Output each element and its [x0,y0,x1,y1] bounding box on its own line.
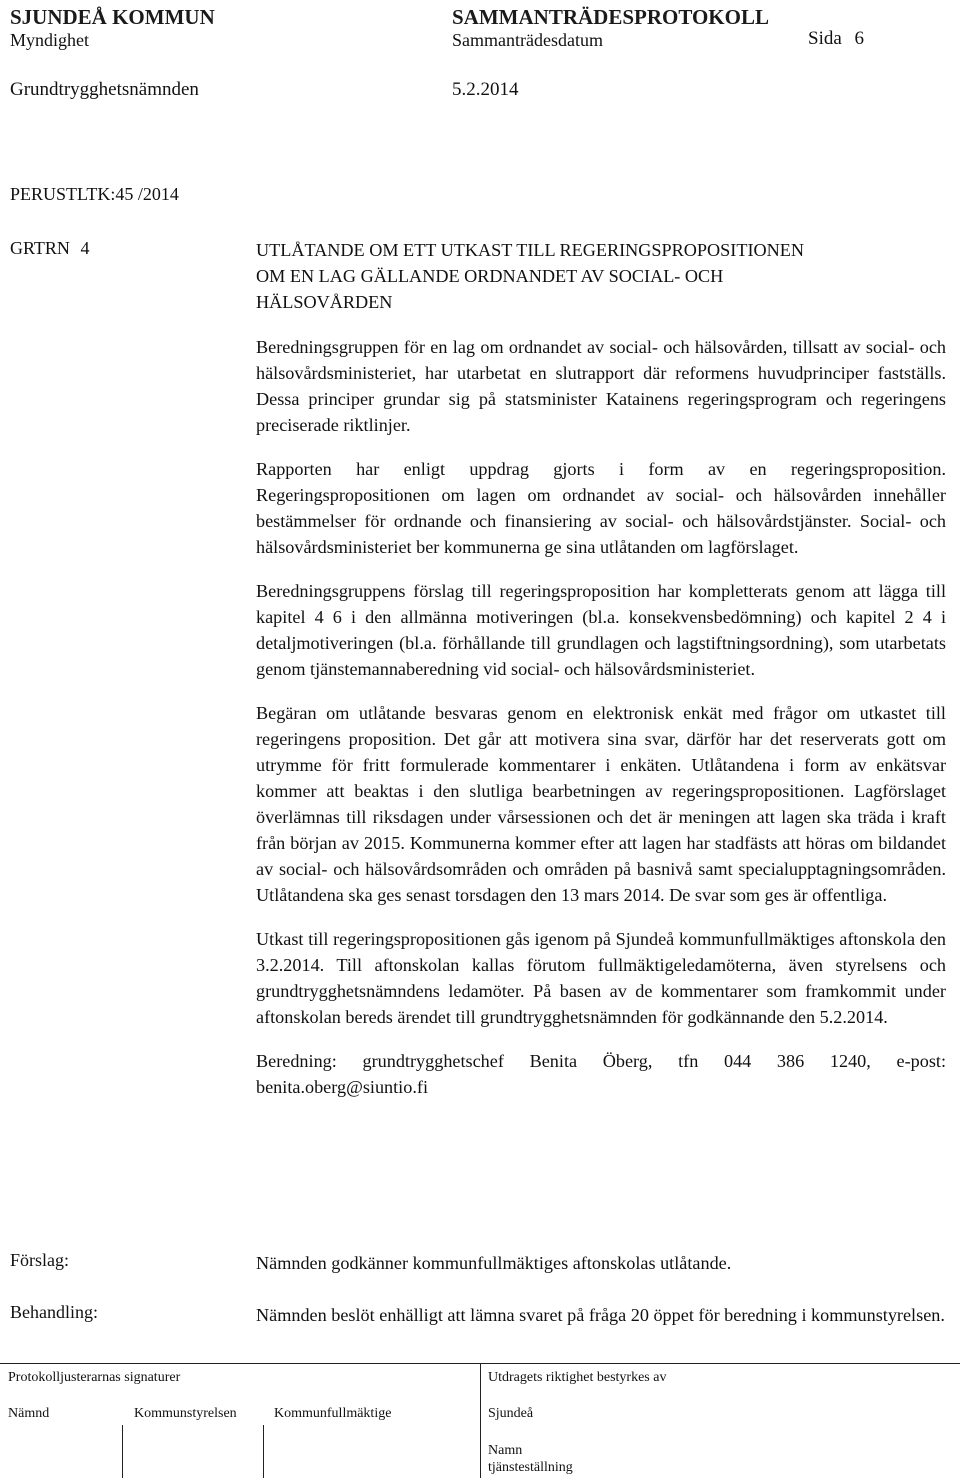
title-line: HÄLSOVÅRDEN [256,292,393,312]
proposal-text: Nämnden godkänner kommunfullmäktiges aftonskolas utlåtande. [256,1253,732,1273]
preparer-info: Beredning: grundtrygghetschef Benita Öberg, tfn 044 386 1240, e-post: benita.oberg@siuntio.fi [256,1051,946,1097]
paragraph: Utkast till regeringspropositionen gås igenom på Sjundeå kommunfullmäktiges aftonskola den 3.2.2014. Till aftonskolan kallas förutom fullmäktigeledamöterna, även styrelsens och grundtrygghetsnämndens ledamöter. På basen av de kommentarer som framkommit under aftonskolan bereds ärendet till grundtrygghetsnämnden för godkännande den 5.2.2014. [256,929,946,1027]
meeting-date-label: Sammanträdesdatum [452,30,603,50]
section-number: 4 [80,238,90,258]
certification-name: Namn [488,1443,523,1458]
authority-name: Grundtrygghetsnämnden [10,79,199,100]
signature-col-council: Kommunfullmäktige [274,1406,392,1421]
paragraph: Begäran om utlåtande besvaras genom en elektronisk enkät med frågor om utkastet till regeringens proposition. Det går att motivera sina svar, därför har det reserverats gott om utrymme för fritt formulerade kommentarer i enkäten. Utlåtandena i form av enkätsvar kommer att beaktas i den slutliga bearbetningen av regeringspropositionen. Lagförslaget överlämnas till riksdagen under vårsessionen och det är meningen att lagen ska träda i kraft från början av 2015. Kommunerna kommer efter att lagen har stadfästs att höras om bildandet av social- och hälsovårdsområden och områden på basnivå samt specialupptagningsområden. Utlåtandena ska ges senast torsdagen den 13 mars 2014. De svar som ges är offentliga. [256,703,946,905]
title-line: OM EN LAG GÄLLANDE ORDNANDET AV SOCIAL- OCH [256,266,724,286]
municipality-name: SJUNDEÅ KOMMUN [10,5,215,29]
signature-col-divider [263,1425,264,1478]
proposal-label: Förslag: [10,1250,70,1270]
signature-col-municipal-board: Kommunstyrelsen [134,1406,237,1421]
reference-number: PERUSTLTK:45 /2014 [10,184,179,204]
certification-place: Sjundeå [488,1406,534,1421]
certification-title: Utdragets riktighet bestyrkes av [488,1370,667,1385]
paragraph: Rapporten har enligt uppdrag gjorts i form av en regeringsproposition. Regeringspropositionen om lagen om ordnandet av social- och hälsovården innehåller bestämmelser för ordnande och finansiering av social- och hälsovårdstjänster. Social- och hälsovårdsministeriet ber kommunerna ge sina utlåtanden om lagförslaget. [256,459,946,557]
page-indicator [808,28,864,50]
meeting-date: 5.2.2014 [452,79,519,100]
certification-position: tjänsteställning [488,1460,573,1475]
agenda-title [256,237,946,315]
signature-divider [480,1363,481,1478]
authority-label: Myndighet [10,30,89,50]
document-type: SAMMANTRÄDESPROTOKOLL [452,5,769,29]
paragraph: Beredningsgruppens förslag till regeringsproposition har kompletterats genom att lägga till kapitel 4 6 i den allmänna motiveringen (bl.a. konsekvensbedömning) och kapitel 2 4 i detaljmotiveringen (bl.a. förhållande till grundlagen och lagstiftningsordning), som utarbetats genom tjänstemannaberedning vid social- och hälsovårdsministeriet. [256,581,946,679]
signatures-title: Protokolljusterarnas signaturer [8,1370,181,1385]
title-line: UTLÅTANDE OM ETT UTKAST TILL REGERINGSPROPOSITIONEN [256,240,805,260]
signature-col-board: Nämnd [8,1406,50,1421]
treatment-text: Nämnden beslöt enhälligt att lämna svaret på fråga 20 öppet för beredning i kommunstyrelsen. [256,1305,945,1325]
paragraph: Beredningsgruppen för en lag om ordnandet av social- och hälsovården, tillsatt av social- och hälsovårdsministeriet, har utarbetat en slutrapport där reformens huvudprinciper fastställs. Dessa principer grundar sig på statsminister Katainens regeringsprogram och regeringens preciserade riktlinjer. [256,337,946,435]
section-code: GRTRN [10,238,70,258]
page-number: 6 [854,28,865,49]
signature-col-divider [122,1425,123,1478]
case-description [256,334,946,1118]
page-label: Sida [808,28,842,49]
treatment-label: Behandling: [10,1302,98,1322]
section-reference [10,238,89,259]
